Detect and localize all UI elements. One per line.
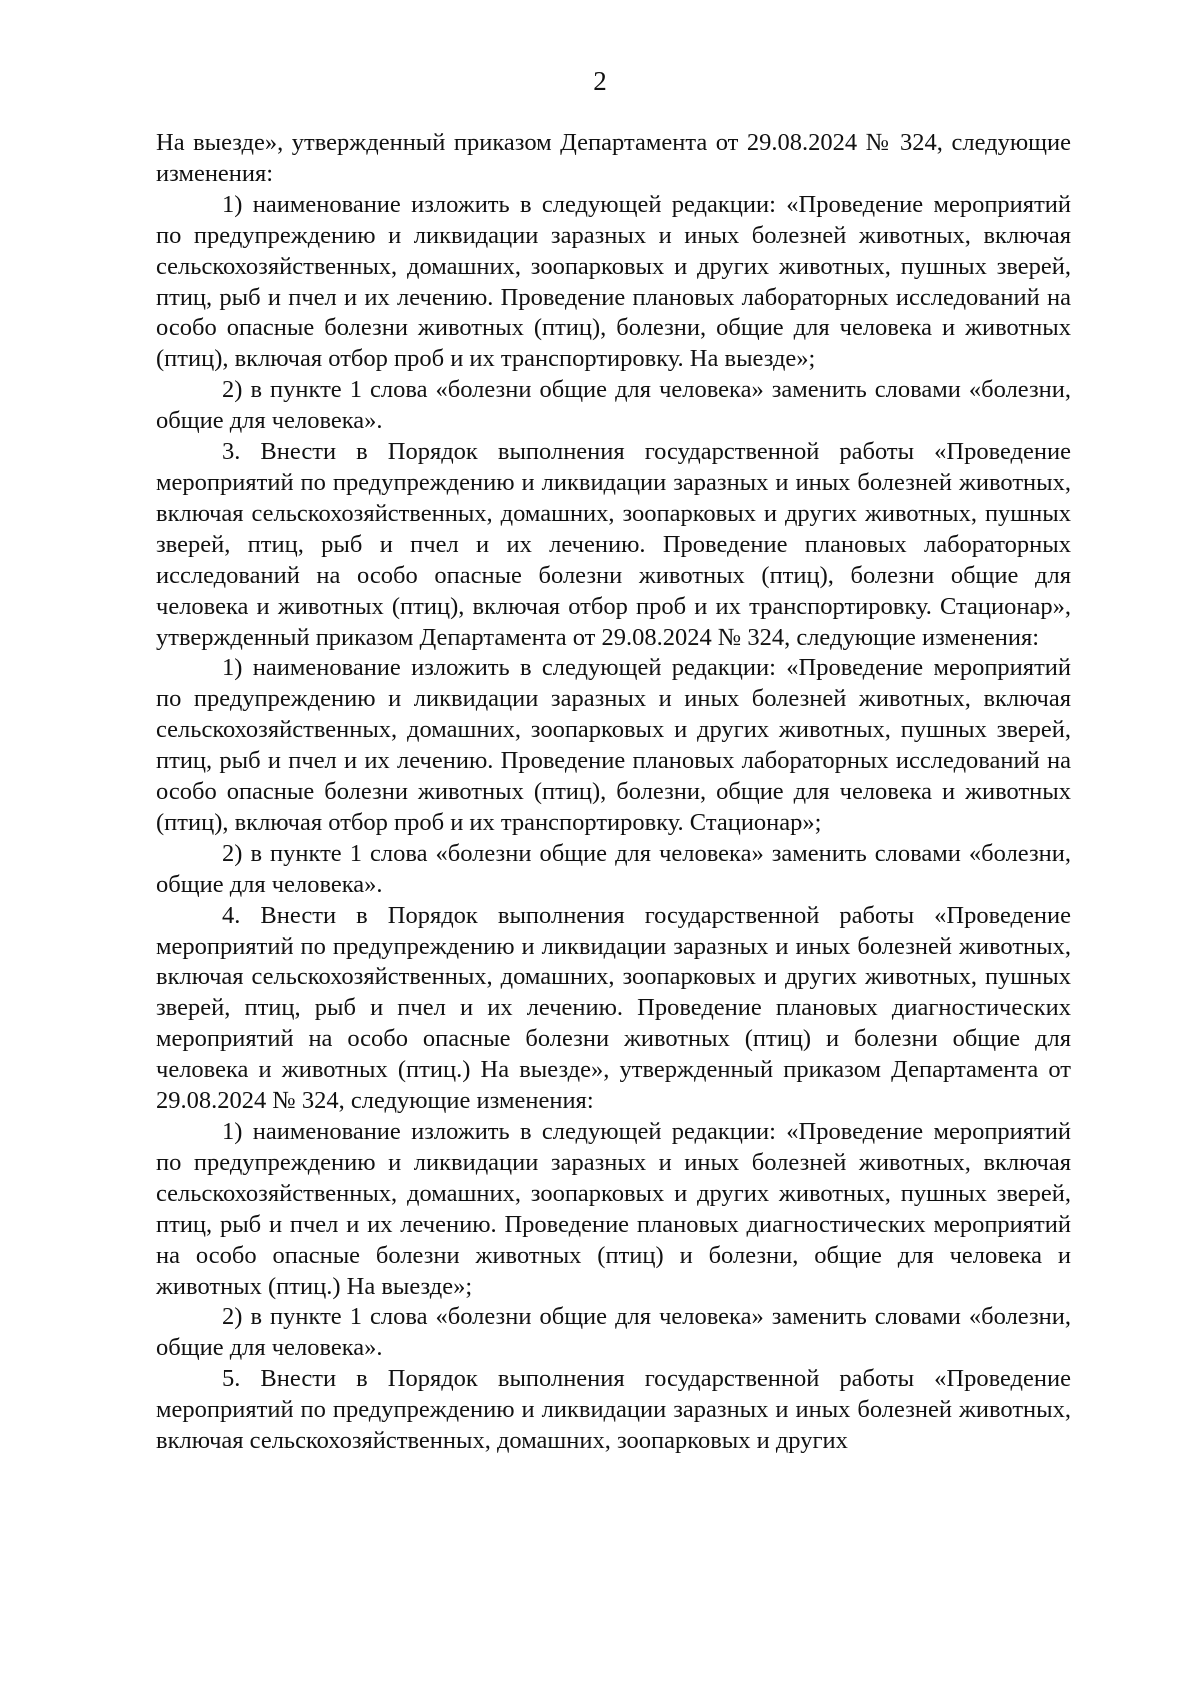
page-number: 2 xyxy=(593,66,607,96)
paragraph-item-4-2: 2) в пункте 1 слова «болезни общие для человека» заменить словами «болезни, общие для человека». xyxy=(156,1303,1071,1362)
document-body xyxy=(156,128,1071,1457)
paragraph-section-3: 3. Внести в Порядок выполнения государственной работы «Проведение мероприятий по предупреждению и ликвидации заразных и иных болезней животных, включая сельскохозяйственных, домашних, зоопарковых и других животных, пушных зверей, птиц, рыб и пчел и их лечению. Проведение плановых лабораторных исследований на особо опасные болезни животных (птиц), болезни общие для человека и животных (птиц), включая отбор проб и их транспортировку. Стационар», утвержденный приказом Департамента от 29.08.2024 № 324, следующие изменения: xyxy=(156,438,1071,651)
paragraph-item-2-2: 2) в пункте 1 слова «болезни общие для человека» заменить словами «болезни, общие для человека». xyxy=(156,376,1071,435)
paragraph-item-4-1: 1) наименование изложить в следующей редакции: «Проведение мероприятий по предупреждению и ликвидации заразных и иных болезней животных, включая сельскохозяйственных, домашних, зоопарковых и других животных, пушных зверей, птиц, рыб и пчел и их лечению. Проведение плановых диагностических мероприятий на особо опасные болезни животных (птиц) и болезни, общие для человека и животных (птиц.) На выезде»; xyxy=(156,1118,1071,1300)
paragraph-section-4: 4. Внести в Порядок выполнения государственной работы «Проведение мероприятий по предупреждению и ликвидации заразных и иных болезней животных, включая сельскохозяйственных, домашних, зоопарковых и других животных, пушных зверей, птиц, рыб и пчел и их лечению. Проведение плановых диагностических мероприятий на особо опасные болезни животных (птиц) и болезни общие для человека и животных (птиц.) На выезде», утвержденный приказом Департамента от 29.08.2024 № 324, следующие изменения: xyxy=(156,901,1071,1115)
paragraph-item-2-1: 1) наименование изложить в следующей редакции: «Проведение мероприятий по предупреждению и ликвидации заразных и иных болезней животных, включая сельскохозяйственных, домашних, зоопарковых и других животных, пушных зверей, птиц, рыб и пчел и их лечению. Проведение плановых лабораторных исследований на особо опасные болезни животных (птиц), болезни, общие для человека и животных (птиц), включая отбор проб и их транспортировку. На выезде»; xyxy=(156,190,1071,373)
paragraph-continuation: На выезде», утвержденный приказом Департамента от 29.08.2024 № 324, следующие изменения: xyxy=(156,129,1071,187)
paragraph-section-5: 5. Внести в Порядок выполнения государственной работы «Проведение мероприятий по предупреждению и ликвидации заразных и иных болезней животных, включая сельскохозяйственных, домашних, зоопарковых и других xyxy=(156,1365,1071,1455)
paragraph-item-3-1: 1) наименование изложить в следующей редакции: «Проведение мероприятий по предупреждению и ликвидации заразных и иных болезней животных, включая сельскохозяйственных, домашних, зоопарковых и других животных, пушных зверей, птиц, рыб и пчел и их лечению. Проведение плановых лабораторных исследований на особо опасные болезни животных (птиц), болезни, общие для человека и животных (птиц), включая отбор проб и их транспортировку. Стационар»; xyxy=(156,654,1071,836)
paragraph-item-3-2: 2) в пункте 1 слова «болезни общие для человека» заменить словами «болезни, общие для человека». xyxy=(156,839,1071,898)
